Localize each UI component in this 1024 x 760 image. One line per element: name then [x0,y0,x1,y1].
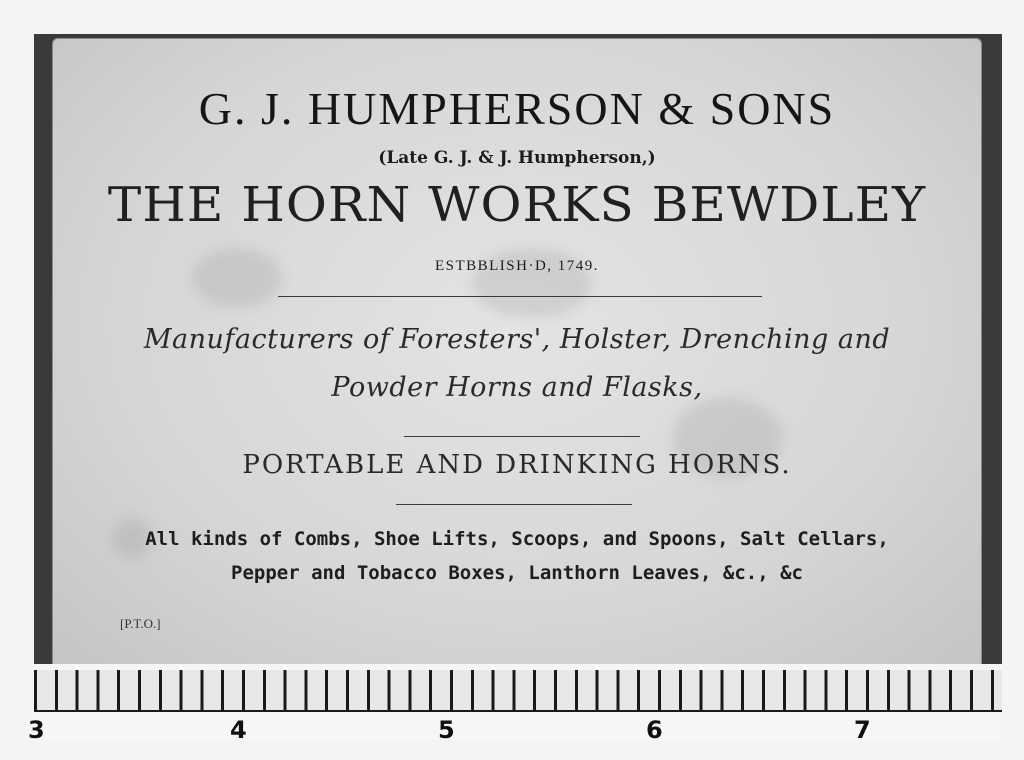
ruler-number: 6 [646,716,663,744]
ruler-edge [34,710,1002,712]
ruler-ticks [34,670,1002,710]
established-date: ESTBBLISH·D, 1749. [434,258,600,274]
products-line-2: Pepper and Tobacco Boxes, Lanthorn Leaves, &c., &c [231,562,803,584]
former-name: (Late G. J. & J. Humpherson,) [378,148,656,168]
products-line-1: All kinds of Combs, Shoe Lifts, Scoops, and Spoons, Salt Cellars, [145,528,889,550]
measuring-ruler [28,664,1002,744]
stain [192,248,282,308]
portable-horns-line: PORTABLE AND DRINKING HORNS. [242,450,792,480]
manufacturers-line-1: Manufacturers of Foresters', Holster, Drenching and [143,324,891,355]
trade-card [52,38,982,670]
divider [278,296,762,297]
works-name: THE HORN WORKS BEWDLEY [107,177,927,233]
please-turn-over-note: [P.T.O.] [120,616,161,631]
ruler-number: 5 [438,716,455,744]
ruler-number: 7 [854,716,871,744]
manufacturers-line-2: Powder Horns and Flasks, [331,372,703,403]
divider [404,436,640,437]
ruler-number: 3 [28,716,45,744]
divider [396,504,632,505]
ruler-number: 4 [230,716,247,744]
business-name: G. J. HUMPHERSON & SONS [198,83,836,134]
